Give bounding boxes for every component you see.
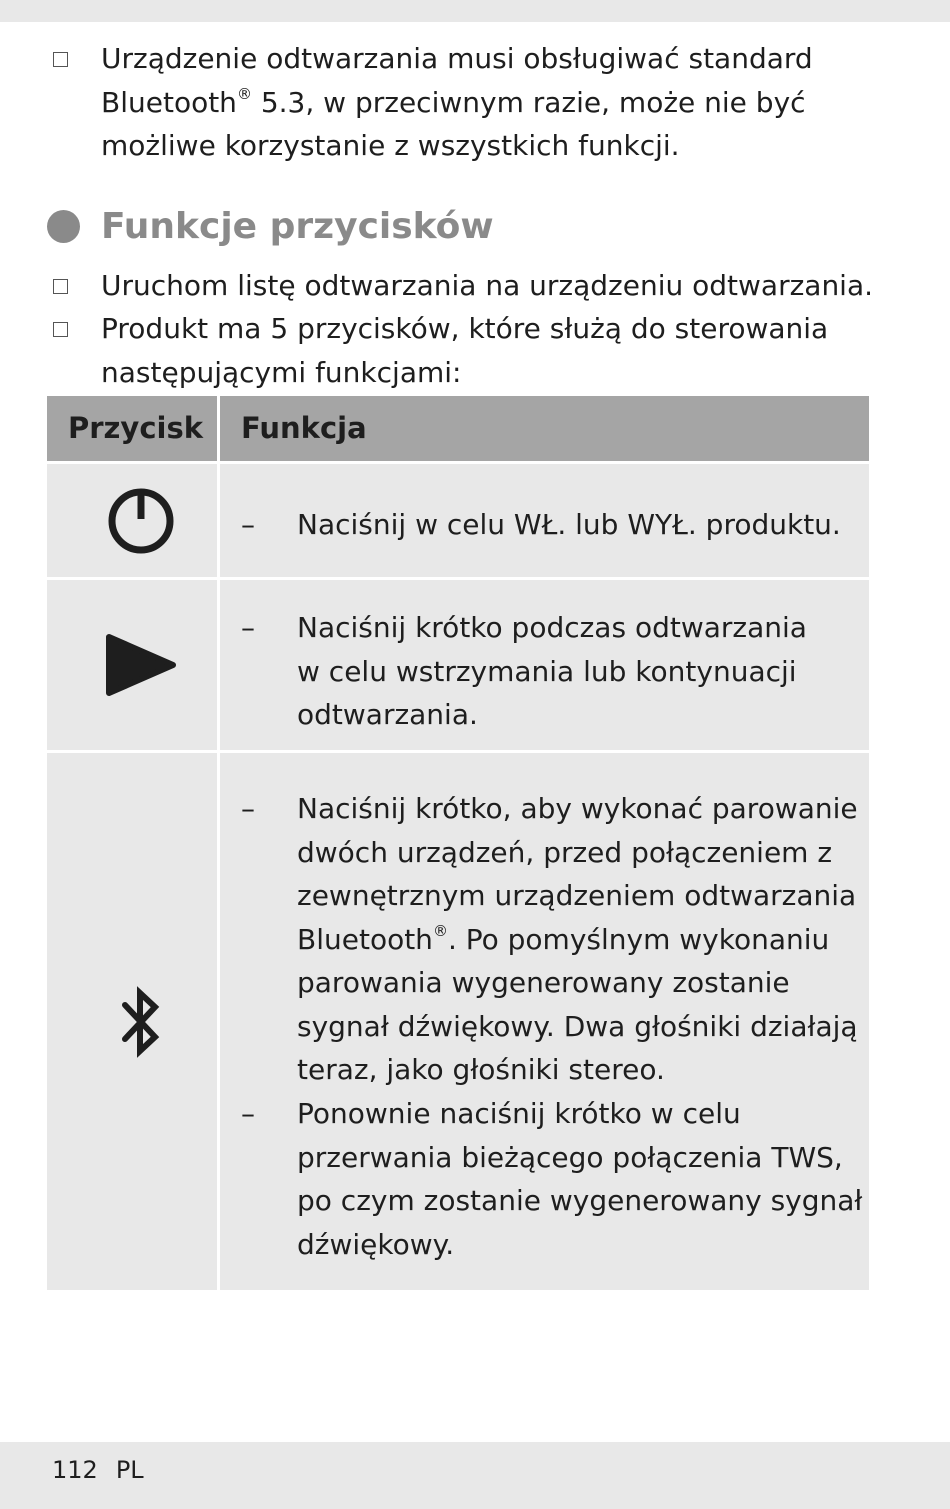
page-number: 112 — [52, 1456, 98, 1484]
bluetooth-icon — [47, 753, 234, 1290]
function-entry — [297, 787, 858, 1092]
power-icon — [47, 464, 234, 577]
registered-mark: ® — [432, 921, 448, 940]
bluetooth-word: Bluetooth — [101, 85, 237, 119]
function-line — [297, 918, 858, 962]
table-header-button: Przycisk — [47, 396, 217, 461]
intro-line-2-rest: 5.3, w przeciwnym razie, może nie być — [251, 85, 806, 119]
table-header-function: Funkcja — [220, 396, 869, 461]
function-line: zewnętrznym urządzeniem odtwarzania — [297, 879, 857, 912]
list-dash: – — [241, 792, 255, 825]
function-entry — [297, 606, 807, 737]
function-line: sygnał dźwiękowy. Dwa głośniki działają — [297, 1009, 858, 1043]
function-line: Naciśnij krótko, aby wykonać parowanie — [297, 792, 858, 825]
function-line: Naciśnij w celu WŁ. lub WYŁ. produktu. — [297, 508, 841, 541]
list-dash: – — [241, 1097, 255, 1130]
top-band — [0, 0, 950, 22]
button-functions-table — [47, 396, 869, 1290]
intro-paragraph — [101, 37, 813, 168]
function-line: parowania wygenerowany zostanie — [297, 966, 790, 999]
language-code: PL — [115, 1456, 144, 1484]
function-line: przerwania bieżącego połączenia TWS, — [297, 1140, 843, 1174]
function-line: w celu wstrzymania lub kontynuacji — [297, 654, 797, 688]
function-line-rest: . Po pomyślnym wykonaniu — [447, 922, 830, 956]
section-item-2-line-2: następującymi funkcjami: — [101, 355, 462, 389]
intro-line-2 — [101, 81, 813, 125]
function-line: odtwarzania. — [297, 698, 478, 731]
section-title: Funkcje przycisków — [101, 206, 494, 247]
function-line: Naciśnij krótko podczas odtwarzania — [297, 611, 807, 644]
registered-mark: ® — [236, 84, 252, 103]
section-item-2-line-1: Produkt ma 5 przycisków, które służą do sterowania — [101, 312, 829, 345]
function-line: Ponownie naciśnij krótko w celu — [297, 1097, 741, 1130]
page-footer — [52, 1452, 162, 1488]
checkbox-icon — [53, 279, 68, 294]
function-entry — [297, 1092, 862, 1266]
function-line: teraz, jako głośniki stereo. — [297, 1053, 665, 1086]
function-line: dwóch urządzeń, przed połączeniem z — [297, 835, 833, 869]
function-line: po czym zostanie wygenerowany sygnał — [297, 1184, 863, 1217]
checkbox-icon — [53, 322, 68, 337]
list-dash: – — [241, 611, 255, 644]
checkbox-icon — [53, 52, 68, 67]
section-item-1-line-1: Uruchom listę odtwarzania na urządzeniu odtwarzania. — [101, 269, 874, 302]
section-item-1 — [101, 264, 873, 308]
intro-line-1: Urządzenie odtwarzania musi obsługiwać standard — [101, 42, 813, 75]
function-entry — [297, 503, 841, 547]
bluetooth-word: Bluetooth — [297, 922, 433, 956]
function-line: dźwiękowy. — [297, 1227, 455, 1261]
list-dash: – — [241, 508, 255, 541]
section-item-2 — [101, 307, 828, 394]
play-icon — [47, 580, 234, 750]
intro-line-3: możliwe korzystanie z wszystkich funkcji. — [101, 129, 680, 162]
section-bullet-icon — [47, 210, 80, 243]
